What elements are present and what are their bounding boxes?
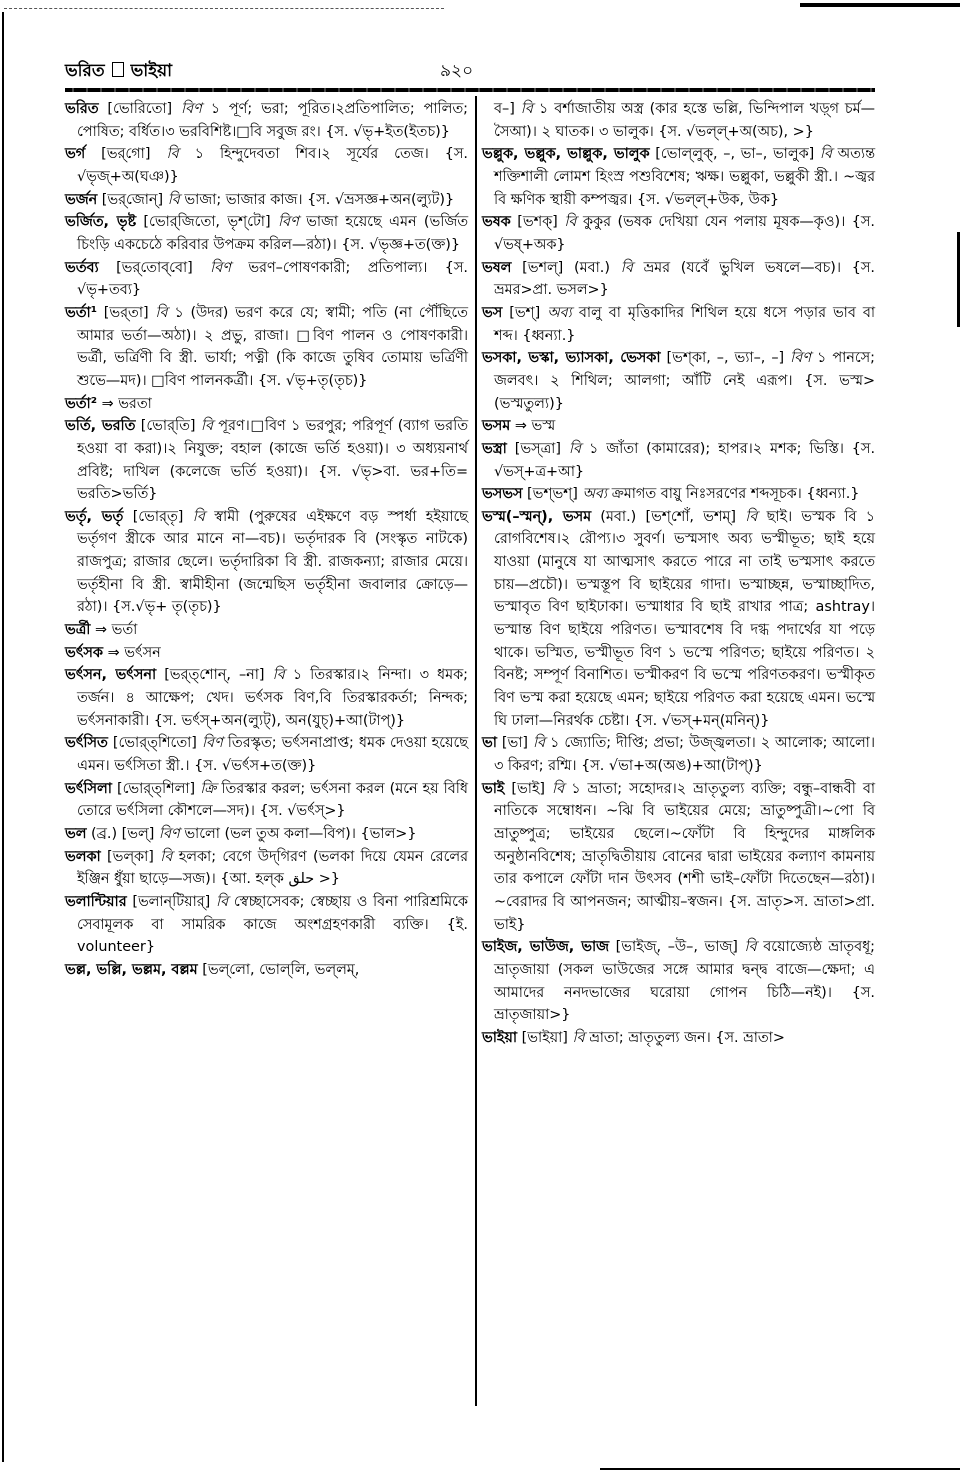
pronunciation: [ভাইজ্‌, –উ–, ভাজ্‌] bbox=[615, 939, 738, 956]
headword: ভর্ৎসিত bbox=[65, 735, 108, 752]
definition: ১ তিরস্কার।২ নিন্দা। ৩ ধমক; তর্জন। ৪ আক্ষেপ; খেদ। ভর্ৎসক বিণ,বি তিরস্কারকর্তা; নিন্দক; ভর্ৎসনাকারী। bbox=[77, 667, 468, 729]
headword: ভর্জন bbox=[65, 191, 98, 208]
etymology: {স. √ভৃ+তব্য} bbox=[77, 259, 469, 299]
part-of-speech: বি bbox=[564, 214, 577, 231]
etymology: {স. √ভৃ+ইত(ইতচ)} bbox=[325, 123, 450, 140]
definition: হলকা; বেগে উদ্‌গিরণ (ভলকা দিয়ে যেমন রেলের ইঞ্জিন ধুঁয়া ছাড়ে—সজ)। bbox=[77, 848, 469, 888]
definition: বালু বা মৃত্তিকাদির শিথিল হয়ে ধসে পড়ার ভাব বা শব্দ। bbox=[494, 304, 876, 344]
part-of-speech: বি bbox=[552, 780, 565, 797]
part-of-speech: বিণ bbox=[201, 735, 223, 752]
pronunciation: [ভোরিতো] bbox=[107, 101, 173, 117]
definition: স্বেচ্ছাসেবক; স্বেচ্ছায় ও বিনা পারিশ্রমিকে সেবামূলক বা সামরিক কাজে অংশগ্রহণকারী ব্যক্তি। bbox=[77, 893, 468, 933]
part-of-speech: বি bbox=[216, 893, 229, 910]
dictionary-entry bbox=[482, 732, 875, 777]
dictionary-entry bbox=[65, 959, 468, 982]
pronunciation: ব–] bbox=[494, 101, 515, 117]
etymology: {স. √ভৃজ্‌+অ(ঘঞ)} bbox=[77, 146, 469, 185]
part-of-speech: বি bbox=[272, 667, 285, 684]
dictionary-entry bbox=[65, 642, 468, 665]
part-of-speech: অব্য bbox=[547, 304, 572, 321]
part-of-speech: বি bbox=[155, 304, 168, 321]
dictionary-entry bbox=[65, 778, 468, 823]
pronunciation: [ভর্‌তোব্‌বো] bbox=[116, 259, 193, 276]
part-of-speech: বি bbox=[532, 735, 546, 752]
pronunciation: [ভশ্‌] bbox=[509, 304, 541, 321]
etymology: {স. ভ্রাতা> bbox=[715, 1029, 785, 1046]
definition: বয়োজ্যেষ্ঠ ভ্রাতৃবধূ; ভ্রাতৃজায়া (সকল ভাউজের সঙ্গে আমার দ্বন্দ্ব বাজে—ক্ষেদা; এ আমাদের ননদভাজের ঘরোয়া গোপন চিঠি—নই)। bbox=[494, 939, 876, 1001]
dictionary-entry bbox=[65, 189, 468, 212]
part-of-speech: ক্রি bbox=[200, 780, 217, 797]
part-of-speech: বিণ bbox=[210, 259, 231, 276]
etymology: {স. √ভল্ল্‌+উক, উক} bbox=[637, 191, 780, 208]
pronunciation: [ভর্‌জোন্‌] bbox=[101, 191, 164, 208]
guide-words bbox=[65, 58, 172, 86]
pronunciation: [ভশ্‌ভশ্‌] bbox=[527, 486, 578, 503]
headword: ভল্ল, ভল্লি, ভল্লম, বল্লম bbox=[65, 961, 198, 978]
pronunciation: [ভোর্‌জিতো, ভৃশ্‌টো] bbox=[143, 214, 271, 231]
dictionary-entry bbox=[65, 846, 468, 891]
headword: ভর্গ bbox=[65, 146, 86, 163]
part-of-speech: বি bbox=[192, 508, 205, 525]
definition: তিরস্কৃত; ভর্ৎসনাপ্রাপ্ত; ধমক দেওয়া হয়েছে এমন। ভর্ৎসিতা স্ত্রী.। bbox=[77, 735, 469, 775]
pronunciation: [ভোল্‌লুক্‌, –, ভা–, ভালুক] bbox=[655, 146, 815, 163]
part-of-speech: বি bbox=[167, 191, 180, 208]
definition: ১ জাঁতা (কামারের); হাপর।২ মশক; ভিস্তি। bbox=[588, 440, 844, 457]
part-of-speech: বি bbox=[745, 508, 758, 525]
part-of-speech: বি bbox=[744, 939, 757, 956]
headword: ভস্ত্রা bbox=[482, 440, 507, 457]
definition: ১ (উদর) ভরণ করে যে; স্বামী; পতি (না পৌঁছিতে আমার ভর্তা—অঠা)। ২ প্রভু, রাজা। □বিণ পালন ও পোষণকারী। ভর্ত্রী, ভর্ত্রিণী বি স্ত্রী. ভার্যা; পত্নী (কি কাজে তুষিব তোমায় ভর্ত্রিণী শুভে—মদ)। □বিণ পালনকর্ত্রী। bbox=[77, 304, 468, 389]
etymology: {স.√ভৃ+ তৃ(তৃচ)} bbox=[112, 599, 222, 616]
headword: ভস bbox=[482, 304, 503, 321]
pronunciation: [ভোর্‌তি] bbox=[140, 418, 196, 435]
dictionary-entry bbox=[482, 506, 875, 733]
pronunciation: [ভল্‌কা] bbox=[107, 848, 154, 865]
first-guide-word: ভরিত bbox=[65, 61, 105, 81]
etymology: {স. √ভ্রসজ্ঞ+অন(ল্যুট)} bbox=[307, 191, 455, 208]
definition: তিরস্কার করল; ভর্ৎসনা করল (মনে হয় বিধি তোরে ভর্ৎসিলা কৌশলে—সদ)। bbox=[77, 780, 468, 820]
dictionary-entry bbox=[482, 98, 875, 143]
pronunciation: [ভশ্‌কা, –, ভ্যা–, –] bbox=[666, 350, 785, 367]
dictionary-entry bbox=[65, 664, 468, 732]
dictionary-entry bbox=[65, 732, 468, 777]
definition: ক্রমাগত বায়ু নিঃসরণের শব্দসূচক। bbox=[611, 486, 802, 503]
pronunciation: [ভোর্‌ত্‌শিলা] bbox=[116, 780, 196, 797]
definition: ⇒ ভস্ম bbox=[514, 418, 556, 435]
part-of-speech: বিণ bbox=[181, 101, 202, 117]
dictionary-entry bbox=[482, 143, 875, 211]
headword: ভস্ম(–স্মন্‌), ভসম bbox=[482, 508, 592, 525]
definition: ⇒ ভর্ৎসন bbox=[107, 644, 161, 661]
etymology: {স. √ভর্ৎস্‌>} bbox=[259, 803, 346, 820]
etymology: {স. √ভস্‌+ত্র+আ} bbox=[494, 440, 876, 480]
definition: ১ ভ্রাতা; সহোদর।২ ভ্রাতৃতুল্য ব্যক্তি; বন্ধু–বান্ধবী বা নাতিকে সম্বোধন। ~ঝি বি ভাইয়ের মেয়ে; ভ্রাতুষ্পুত্রী।~পো বি ভ্রাতুষ্পুত্র; ভাইয়ের ছেলে।~ফোঁটা বি হিন্দুদের মাঙ্গলিক অনুষ্ঠানবিশেষ; ভ্রাতৃদ্বিতীয়ায় বোনের দ্বারা ভাইয়ের কল্যাণ কামনায় তার কপালে ফোঁটা দান উৎসব (শশী ভাই–ফোঁটা দিতেছেন—রঠা)। ~বেরাদর বি আপনজন; আত্মীয়–স্বজন। bbox=[494, 780, 876, 910]
part-of-speech: বি bbox=[620, 259, 633, 276]
dictionary-entry bbox=[482, 438, 875, 483]
part-of-speech: বি bbox=[819, 146, 833, 163]
dictionary-entry bbox=[65, 393, 468, 416]
etymology: {স. √ভৃ>বা. ভর+তি= ভরতি>ভর্তি} bbox=[77, 463, 468, 503]
dictionary-entry bbox=[482, 302, 875, 347]
dictionary-entry bbox=[482, 483, 875, 506]
dictionary-entry bbox=[482, 257, 875, 302]
definition: পূরণ।□বিণ ১ ভরপুর; পরিপূর্ণ (ব্যাগ ভরতি হওয়া বা করা)।২ নিযুক্ত; বহাল (কাজে ভর্তি হওয়া)। ৩ অধ্যয়নার্থ প্রবিষ্ট; দাখিল (কলেজে ভর্তি হওয়া)। bbox=[77, 418, 468, 480]
definition: ১ পূর্ণ; ভরা; পূরিত।২প্রতিপালিত; পালিত; পোষিত; বর্ধিত।৩ ভরবিশিষ্ট।□বি সবুজ রং। bbox=[77, 101, 469, 140]
pronunciation: [ভোর্‌ত্‌শিতো] bbox=[112, 735, 197, 752]
etymology: {স. √ভৃ+তৃ(তৃচ)} bbox=[257, 372, 368, 389]
scan-bottom-artifact bbox=[600, 1468, 960, 1470]
etymology: {স. ভ্রাতৃ>স. ভ্রাতা>প্রা. ভাই} bbox=[494, 893, 875, 933]
right-column bbox=[482, 98, 875, 1050]
headword: ভলকা bbox=[65, 848, 101, 865]
headword: ভর্জিত, ভৃষ্ট bbox=[65, 214, 137, 231]
dictionary-entry bbox=[65, 823, 468, 846]
definition: ১ হিন্দুদেবতা শিব।২ সূর্যের তেজ। bbox=[194, 146, 429, 163]
headword: ভর্তা¹ bbox=[65, 304, 97, 321]
etymology: {ধ্বন্যা.} bbox=[522, 327, 576, 344]
headword: ভসকা, ভস্কা, ভ্যাসকা, ভেসকা bbox=[482, 350, 661, 367]
scan-top-artifact bbox=[4, 8, 444, 9]
headword: ভাইয়া bbox=[482, 1029, 518, 1046]
headword: ভর্ত্রী bbox=[65, 622, 91, 639]
headword: ভাই bbox=[482, 780, 505, 797]
dictionary-entry bbox=[482, 415, 875, 438]
dictionary-entry bbox=[482, 347, 875, 415]
dictionary-entry bbox=[482, 1027, 875, 1050]
pronunciation: (ব্র.) [ভল্‌] bbox=[91, 826, 155, 842]
dictionary-entry bbox=[482, 778, 875, 937]
etymology: {ই. volunteer} bbox=[77, 916, 468, 956]
part-of-speech: বি bbox=[166, 146, 179, 163]
pronunciation: [ভল্‌লো, ভোল্‌লি, ভল্‌লম্‌, bbox=[202, 961, 360, 978]
dictionary-entry bbox=[65, 143, 468, 188]
part-of-speech: বিণ bbox=[790, 350, 811, 367]
headword: ভল্লুক, ভল্লুক, ভাল্লুক, ভালুক bbox=[482, 146, 650, 163]
page-number: ৯২০ bbox=[440, 61, 474, 81]
definition: ভ্রাতা; ভ্রাতৃতুল্য জন। bbox=[589, 1029, 711, 1046]
pronunciation: [ভা] bbox=[501, 735, 528, 752]
dictionary-entry bbox=[65, 257, 468, 302]
headword: ভর্ৎসিলা bbox=[65, 780, 112, 797]
headword: ভাইজ, ভাউজ, ভাজ bbox=[482, 939, 610, 956]
part-of-speech: বি bbox=[572, 1029, 585, 1046]
part-of-speech: বি bbox=[568, 440, 582, 457]
pronunciation: [ভর্‌তা] bbox=[103, 304, 149, 321]
headword: ভর্ৎসক bbox=[65, 644, 103, 661]
definition: স্বামী (পুরুষের এইক্ষণে বড় স্পর্ধা হইয়াছে ভর্তৃগণ স্ত্রীকে আর মানে না—বচ)। ভর্তৃদারক বি (সংস্কৃত নাটকে) রাজপুত্র; রাজার ছেলে। ভর্তৃদারিকা বি স্ত্রী. রাজকন্যা; রাজার মেয়ে। ভর্তৃহীনা বি স্ত্রী. স্বামীহীনা (জন্মেছিস ভর্তৃহীনা জবালার ক্রোড়ে—রঠা)। bbox=[77, 508, 468, 616]
part-of-speech: বিণ bbox=[158, 826, 180, 842]
last-guide-word: ভাইয়া bbox=[130, 61, 173, 81]
headword: ভর্তা² bbox=[65, 395, 97, 412]
headword: ভরিত bbox=[65, 101, 99, 117]
part-of-speech: বি bbox=[200, 418, 213, 435]
etymology: {স. √ভর্ৎস+ত(ক্ত)} bbox=[194, 758, 317, 775]
dictionary-entry bbox=[65, 619, 468, 642]
etymology: {ধ্বন্যা.} bbox=[806, 486, 860, 503]
column-divider bbox=[475, 96, 477, 1406]
etymology: {স. √ভল্ল্‌+অ(অচ), >} bbox=[658, 123, 814, 140]
definition: ভ্রমর (যবেঁ ভুখিল ভষলে—বচ)। bbox=[643, 259, 842, 276]
etymology: {স. √ভষ্‌+অক} bbox=[494, 214, 875, 253]
headword: ভষক bbox=[482, 214, 511, 231]
dictionary-entry bbox=[65, 891, 468, 959]
left-column bbox=[65, 98, 468, 982]
headword: ভর্ৎসন, ভর্ৎসনা bbox=[65, 667, 157, 684]
headword: ভর্তৃ, ভর্তৃ bbox=[65, 508, 124, 525]
pronunciation: [ভাই] bbox=[511, 780, 546, 797]
pronunciation: [ভশক্‌] bbox=[517, 214, 558, 231]
definition: ১ জ্যোতি; দীপ্তি; প্রভা; উজ্জ্বলতা। ২ আলোক; আলো।৩ কিরণ; রশ্মি। bbox=[494, 735, 875, 775]
pronunciation: [ভশল্‌] (মবা.) bbox=[522, 259, 610, 276]
dictionary-entry bbox=[482, 936, 875, 1027]
etymology: {স. ভর্ৎস্‌+অন(ল্যুট্‌), অন(যুচ্‌)+আ(টাপ্‌)} bbox=[153, 712, 405, 729]
dictionary-entry bbox=[65, 415, 468, 506]
definition: ১ পানসে; জলবৎ। ২ শিথিল; আলগা; আঁটি নেই এরূপ। bbox=[494, 350, 875, 389]
pronunciation: [ভর্‌গো] bbox=[101, 146, 151, 163]
part-of-speech: বিণ bbox=[277, 214, 299, 231]
etymology: {স. ভস্ম>(ভস্মতুল্য)} bbox=[494, 372, 876, 412]
headword: ভল bbox=[65, 826, 87, 842]
definition: কুকুর (ভষক দেখিয়া যেন পলায় মূষক—কৃও)। bbox=[582, 214, 846, 231]
scan-page-edge bbox=[2, 12, 4, 1462]
headword: ভসম bbox=[482, 418, 511, 435]
dictionary-entry bbox=[65, 98, 468, 143]
pronunciation: [ভর্‌ত্‌শোন্‌, –না] bbox=[164, 667, 265, 684]
definition: ছাই। ভস্মক বি ১ রোগবিশেষ।২ রৌপ্য।৩ সুবর্ণ। ভস্মসাৎ অব্য ভস্মীভূত; ছাই হয়ে যাওয়া (মানুষে যা আত্মসাৎ করতে পারে না তাই ভস্মসাৎ করতে চায়—প্রচৌ)। ভস্মস্তূপ বি ছাইয়ের গাদা। ভস্মাচ্ছন্ন, ভস্মাচ্ছাদিত, ভস্মাবৃত বিণ ছাইঢাকা। ভস্মাধার বি ছাই রাখার পাত্র; ashtray। ভস্মান্ত বিণ ছাইয়ে পরিণত। ভস্মাবশেষ বি দগ্ধ পদার্থের যা পড়ে থাকে। ভস্মিত, ভস্মীভূত বিণ ১ ভস্মে পরিণত; ছাইয়ে পরিণত। ২ বিনষ্ট; সম্পূর্ণ বিনাশিত। ভস্মীকরণ বি ভস্মে পরিণতকরণ। ভস্মীকৃত বিণ ভস্ম করা হয়েছে এমন; ছাইয়ে পরিণত করা হয়েছে এমন। ভস্মে ঘি ঢালা—নিরর্থক চেষ্টা। bbox=[494, 508, 876, 729]
etymology: {স. √ভৃজ্ঞ+ত(ক্ত)} bbox=[341, 236, 461, 253]
definition: ভাজা হয়েছে এমন (ভর্জিত চিংড়ি একচেঠে করিবার উপক্রম করিল—রঠা)। bbox=[77, 214, 468, 253]
pronunciation: [ভোর্‌তৃ] bbox=[132, 508, 184, 525]
headword: ভা bbox=[482, 735, 497, 752]
pronunciation: [ভস্‌ত্রা] bbox=[514, 440, 561, 457]
etymology: {আ. হল্‌ক حلق >} bbox=[220, 871, 340, 888]
pronunciation: [ভাইয়া] bbox=[521, 1029, 568, 1046]
part-of-speech: বি bbox=[520, 101, 533, 117]
etymology: {স. ভ্রাতৃজায়া>} bbox=[494, 984, 875, 1024]
definition: অত্যন্ত শক্তিশালী লোমশ হিংস্র পশুবিশেষ; ঋক্ষ। ভল্লুকা, ভল্লুকী স্ত্রী.। ~জ্বর বি ক্ষণিক স্থায়ী কম্পজ্বর। bbox=[494, 146, 876, 208]
header-rule bbox=[65, 88, 875, 92]
running-header bbox=[65, 58, 875, 86]
scan-corner-artifact bbox=[800, 3, 960, 7]
dictionary-entry bbox=[482, 211, 875, 256]
etymology: {স. √ভা+অ(অঙ)+আ(টাপ্‌)} bbox=[581, 758, 763, 775]
definition: ভরণ–পোষণকারী; প্রতিপাল্য। bbox=[248, 259, 428, 276]
definition: ১ বর্শাজাতীয় অস্ত্র (কার হস্তে ভল্লি, ভিন্দিপাল খড়্‌গ চর্ম—সৈআ)। ২ ঘাতক। ৩ ভালুক। bbox=[494, 101, 876, 140]
pronunciation: [ভলান্‌টিয়ার্‌] bbox=[132, 893, 211, 910]
definition: ⇒ ভরতা bbox=[101, 395, 152, 412]
pronunciation: (মবা.) [ভশ্‌শোঁ, ভশম্‌] bbox=[600, 508, 737, 525]
headword: ভর্তি, ভরতি bbox=[65, 418, 136, 435]
dictionary-entry bbox=[65, 302, 468, 393]
etymology: {স. ভ্রমর>প্রা. ভসল>} bbox=[494, 259, 875, 299]
etymology: {স. √ভস্‌+মন্‌(মনিন্‌)} bbox=[633, 712, 770, 729]
headword: ভলান্টিয়ার bbox=[65, 893, 127, 910]
definition: ভাজা; ভাজার কাজ। bbox=[184, 191, 303, 208]
headword: ভষল bbox=[482, 259, 512, 276]
dictionary-entry bbox=[65, 506, 468, 619]
dictionary-entry bbox=[65, 211, 468, 256]
headword: ভসভস bbox=[482, 486, 523, 503]
part-of-speech: বি bbox=[160, 848, 173, 865]
headword: ভর্তব্য bbox=[65, 259, 99, 276]
etymology: {ভাল>} bbox=[360, 826, 417, 842]
part-of-speech: অব্য bbox=[582, 486, 608, 503]
definition: ⇒ ভর্তা bbox=[95, 622, 138, 639]
box-separator-icon bbox=[112, 62, 124, 77]
definition: ভালো (ভল তুঅ কলা—বিপ)। bbox=[184, 826, 356, 842]
